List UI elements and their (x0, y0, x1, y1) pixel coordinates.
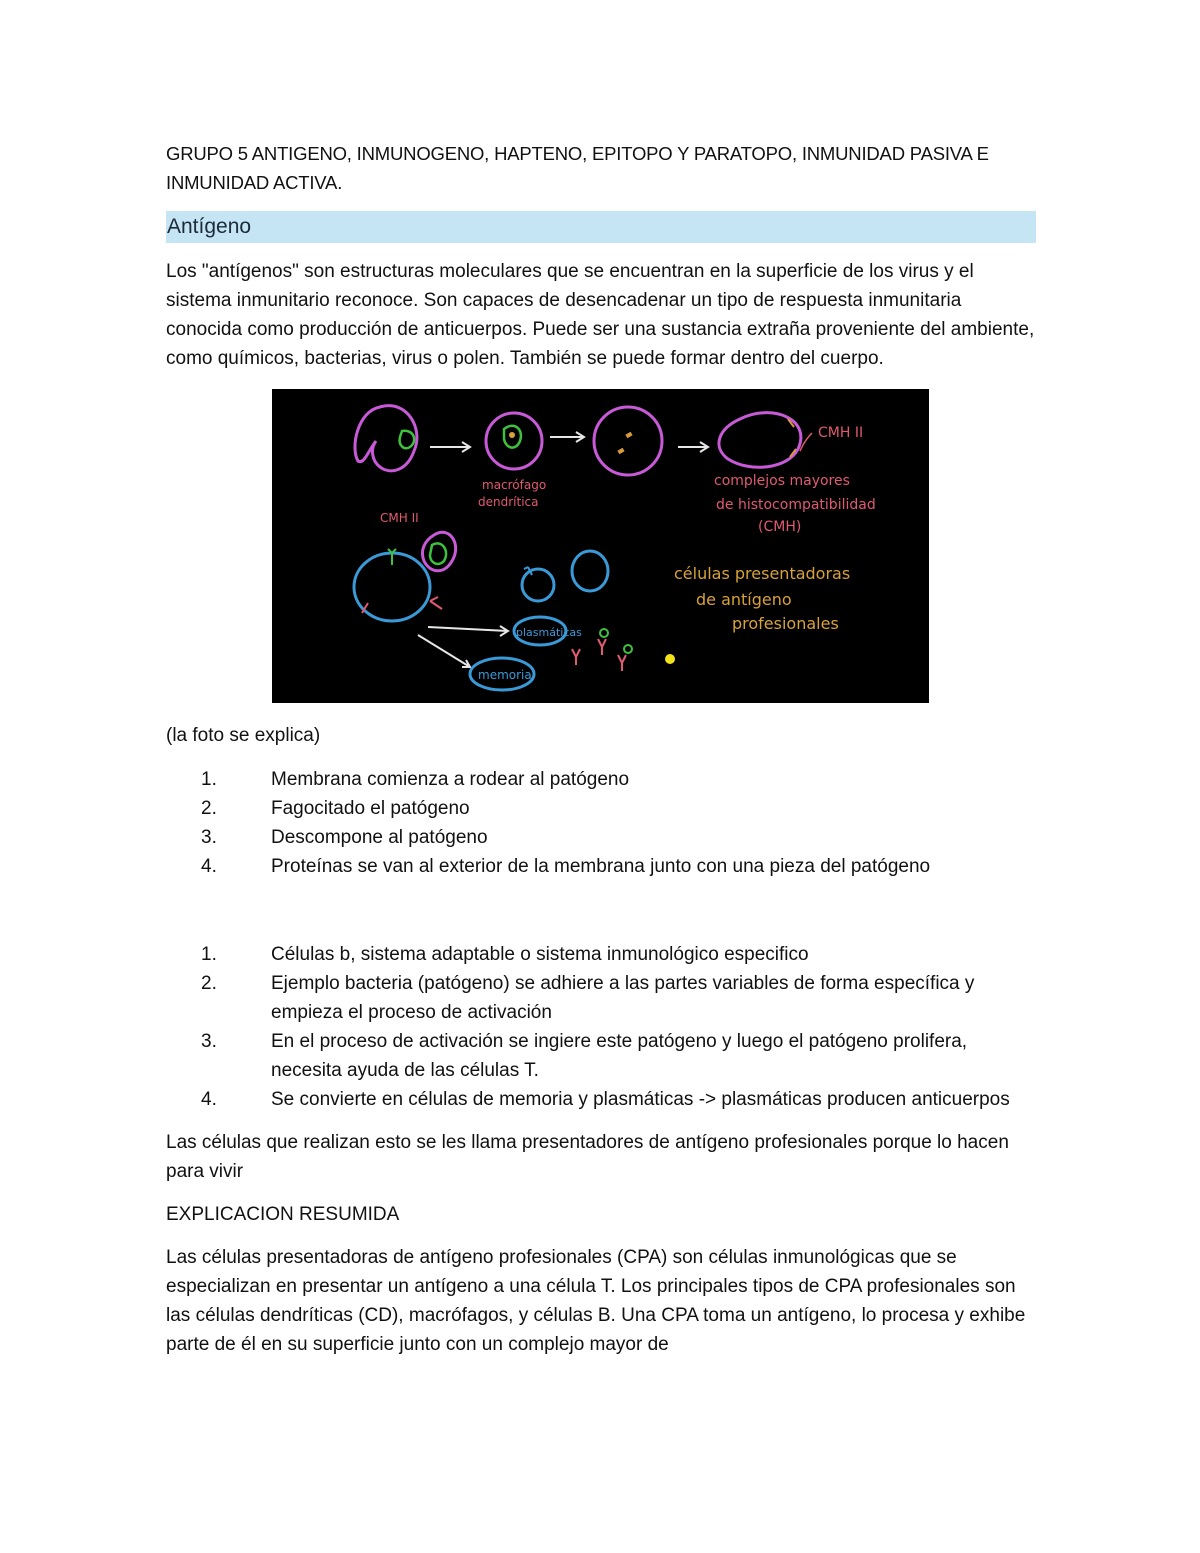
antigen-dot-2 (624, 645, 632, 653)
document-title: GRUPO 5 ANTIGENO, INMUNOGENO, HAPTENO, EPITOPO Y PARATOPO, INMUNIDAD PASIVA E INMUNIDAD ACTIVA. (166, 143, 989, 193)
receptor-2 (430, 597, 442, 609)
intro-paragraph: Los "antígenos" son estructuras moleculares que se encuentran en la superficie de los virus y el sistema inmunitario reconoce. Son capaces de desencadenar un tipo de respuesta inmunitaria conocida como producción de anticuerpos. Puede ser una sustancia extraña proveniente del ambiente, como químicos, bacterias, virus o polen. También se puede formar dentro del cuerpo. (166, 261, 1035, 369)
label-cmh2-left: CMH II (380, 511, 419, 525)
list-item (166, 940, 1036, 969)
closing-paragraph: Las células que realizan esto se les llama presentadores de antígeno profesionales porque lo hacen para vivir (166, 1132, 1009, 1182)
list-number: 3. (201, 827, 217, 848)
antibody-1 (572, 649, 580, 665)
pathogen-core-2 (509, 432, 515, 438)
fragment-1 (625, 432, 632, 438)
section-heading: Antígeno (166, 211, 1036, 243)
list-item (166, 852, 1036, 881)
list-text: Células b, sistema adaptable o sistema inmunológico especifico (271, 944, 809, 965)
bacteria-inner (430, 543, 446, 563)
label-plasmaticas: plasmáticas (516, 626, 582, 639)
list-number: 4. (201, 1089, 217, 1110)
list-text: Membrana comienza a rodear al patógeno (271, 769, 630, 790)
cell-small-2 (572, 551, 608, 591)
list-number: 2. (201, 973, 217, 994)
label-cmh2-top: CMH II (818, 425, 864, 441)
label-memoria: memoria (478, 668, 532, 682)
list-text: Se convierte en células de memoria y plasmáticas -> plasmáticas producen anticuerpos (271, 1089, 1010, 1110)
label-celulas-2: de antígeno (696, 590, 792, 609)
list-number: 3. (201, 1031, 217, 1052)
antigen-dot-1 (600, 629, 608, 637)
label-complejos-1: complejos mayores (714, 473, 850, 489)
arrow-2 (550, 432, 584, 442)
steps-list-1 (166, 765, 1036, 881)
arrow-plasmaticas (428, 626, 508, 636)
steps-list-2 (166, 940, 1036, 1114)
cell-stage-3 (594, 407, 662, 475)
list-item (166, 1027, 1036, 1085)
label-celulas-1: células presentadoras (674, 564, 851, 583)
list-item (166, 765, 1036, 794)
summary-heading: EXPLICACION RESUMIDA (166, 1204, 400, 1225)
spacer (166, 881, 1036, 940)
receptor-1 (388, 549, 396, 565)
arrow-memoria (418, 635, 470, 667)
list-text: Descompone al patógeno (271, 827, 488, 848)
list-number: 4. (201, 856, 217, 877)
arrow-1 (430, 442, 470, 452)
label-dendritica: dendrítica (478, 495, 539, 509)
list-item (166, 794, 1036, 823)
list-text: Fagocitado el patógeno (271, 798, 470, 819)
fragment-2 (617, 448, 624, 454)
cursor-dot (665, 654, 675, 664)
label-celulas-3: profesionales (732, 614, 839, 633)
list-text: Proteínas se van al exterior de la membrana junto con una pieza del patógeno (271, 856, 931, 877)
list-number: 1. (201, 944, 217, 965)
list-number: 1. (201, 769, 217, 790)
label-complejos-2: de histocompatibilidad (716, 497, 876, 513)
membrane-cell-1 (355, 406, 417, 471)
list-item (166, 969, 1036, 1027)
label-macrofago: macrófago (482, 478, 547, 492)
pathogen-1 (400, 431, 415, 448)
summary-paragraph: Las células presentadoras de antígeno profesionales (CPA) son células inmunológicas que se especializan en presentar un antígeno a una célula T. Los principales tipos de CPA profesionales son las células dendríticas (CD), macrófagos, y células B. Una CPA toma un antígeno, lo procesa y exhibe parte de él en su superficie junto con un complejo mayor de (166, 1247, 1026, 1355)
antigen-presentation-figure (272, 389, 929, 703)
list-number: 2. (201, 798, 217, 819)
figure-caption: (la foto se explica) (166, 725, 321, 746)
list-item (166, 823, 1036, 852)
list-text: Ejemplo bacteria (patógeno) se adhiere a las partes variables de forma específica y empieza el proceso de activación (271, 973, 975, 1023)
list-item (166, 1085, 1036, 1114)
antibody-3 (618, 655, 626, 671)
cell-small-1 (522, 569, 554, 601)
macrophage-cell (486, 413, 542, 469)
arrow-3 (678, 442, 708, 452)
antibody-2 (598, 639, 606, 655)
list-text: En el proceso de activación se ingiere este patógeno y luego el patógeno prolifera, necesita ayuda de las células T. (271, 1031, 968, 1081)
document-body (166, 139, 1036, 1359)
label-complejos-3: (CMH) (758, 519, 802, 535)
